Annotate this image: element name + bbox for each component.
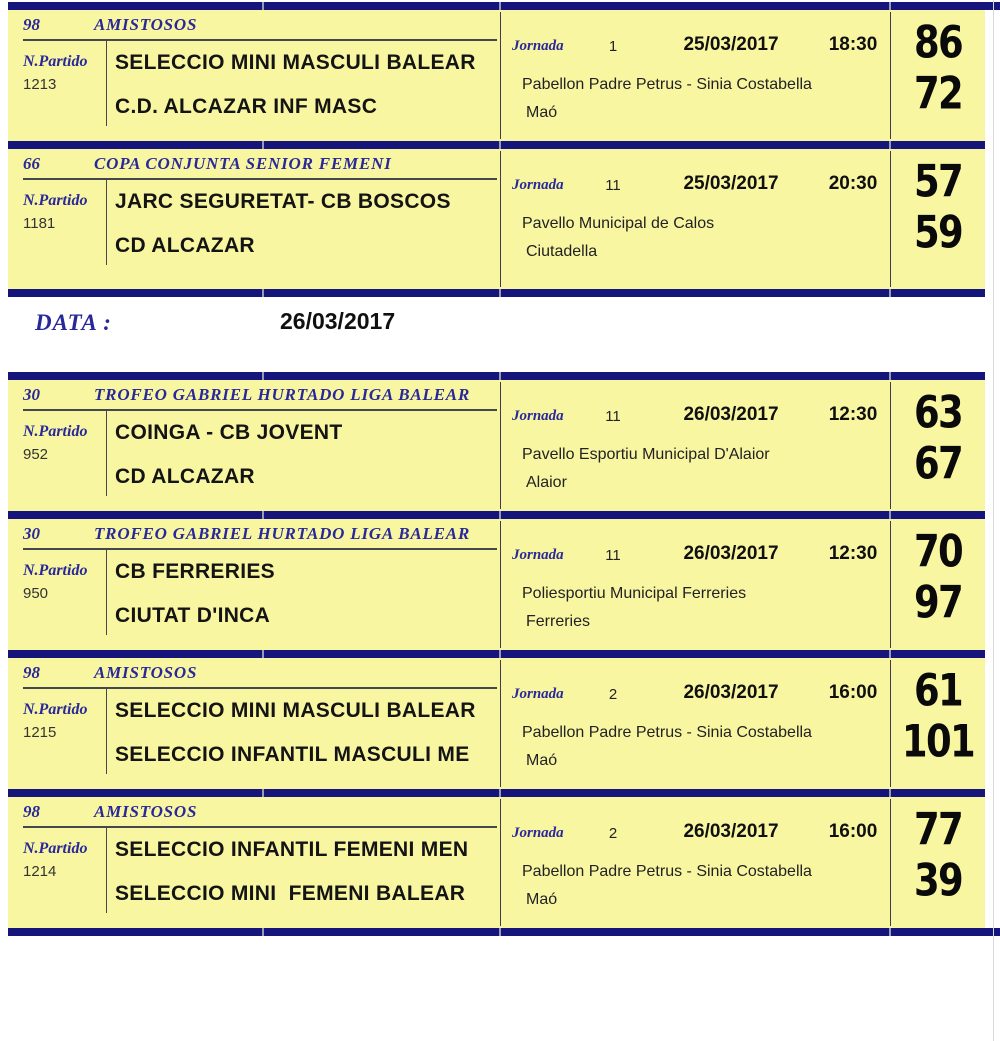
competition-number: 66 (23, 154, 40, 173)
venue-name: Poliesportiu Municipal Ferreries (522, 585, 747, 602)
competition-name: COPA CONJUNTA SENIOR FEMENI (94, 154, 392, 173)
competition-name: AMISTOSOS (94, 15, 198, 34)
jornada-number: 11 (605, 408, 621, 425)
separator-bar (8, 650, 985, 658)
away-score: 72 (913, 67, 963, 120)
match-number: 1215 (23, 724, 57, 741)
npartido-label: N.Partido (23, 701, 88, 718)
header-underline (23, 826, 497, 828)
jornada-label: Jornada (512, 38, 564, 54)
home-team: COINGA - CB JOVENT (115, 421, 343, 444)
header-underline (23, 178, 497, 180)
column-divider-line (500, 12, 501, 139)
header-underline (23, 687, 497, 689)
match-row (8, 149, 985, 289)
match-time: 16:00 (828, 821, 878, 842)
competition-number: 98 (23, 802, 40, 821)
column-divider-line (500, 799, 501, 926)
venue-name: Pavello Municipal de Calos (522, 215, 715, 232)
match-date: 25/03/2017 (683, 34, 779, 55)
score-block (891, 17, 985, 119)
header-underline (23, 409, 497, 411)
match-date: 26/03/2017 (683, 682, 779, 703)
match-time: 12:30 (828, 543, 878, 564)
teams-divider-line (106, 688, 107, 774)
match-number: 952 (23, 446, 49, 463)
separator-bar (8, 141, 985, 149)
header-underline (23, 548, 497, 550)
competition-name: TROFEO GABRIEL HURTADO LIGA BALEAR (94, 385, 471, 404)
away-score: 39 (913, 854, 963, 907)
score-block (891, 526, 985, 628)
match-time: 20:30 (828, 173, 878, 194)
match-row (8, 797, 985, 928)
jornada-label: Jornada (512, 547, 564, 563)
venue-name: Pabellon Padre Petrus - Sinia Costabella (522, 863, 812, 880)
home-score: 77 (913, 803, 963, 856)
home-score: 61 (913, 664, 963, 717)
venue-city: Ferreries (526, 613, 591, 630)
competition-number: 98 (23, 663, 40, 682)
away-team: CIUTAT D'INCA (115, 604, 271, 627)
venue-city: Maó (526, 752, 558, 769)
score-block (891, 387, 985, 489)
away-team: CD ALCAZAR (115, 234, 255, 257)
match-number: 1214 (23, 863, 57, 880)
score-block (891, 156, 985, 258)
teams-divider-line (106, 410, 107, 496)
jornada-label: Jornada (512, 686, 564, 702)
home-team: CB FERRERIES (115, 560, 275, 583)
jornada-number: 2 (608, 686, 618, 703)
teams-divider-line (106, 549, 107, 635)
match-number: 950 (23, 585, 49, 602)
matches-group-26-03 (0, 380, 1000, 928)
jornada-number: 11 (605, 547, 621, 564)
home-team: JARC SEGURETAT- CB BOSCOS (115, 190, 451, 213)
separator-bar (8, 372, 985, 380)
away-team: SELECCIO MINI FEMENI BALEAR (115, 882, 466, 905)
match-date: 25/03/2017 (683, 173, 779, 194)
match-time: 12:30 (828, 404, 878, 425)
away-team: CD ALCAZAR (115, 465, 255, 488)
match-number: 1213 (23, 76, 57, 93)
column-divider-line (500, 521, 501, 648)
venue-name: Pabellon Padre Petrus - Sinia Costabella (522, 76, 812, 93)
npartido-label: N.Partido (23, 840, 88, 857)
competition-name: AMISTOSOS (94, 663, 198, 682)
venue-name: Pabellon Padre Petrus - Sinia Costabella (522, 724, 812, 741)
home-team: SELECCIO MINI MASCULI BALEAR (115, 51, 476, 74)
match-date: 26/03/2017 (683, 821, 779, 842)
jornada-label: Jornada (512, 408, 564, 424)
separator-bar (8, 511, 985, 519)
column-divider-line (500, 660, 501, 787)
match-row (8, 380, 985, 511)
venue-city: Maó (526, 891, 558, 908)
home-score: 86 (913, 16, 963, 69)
match-date: 26/03/2017 (683, 404, 779, 425)
match-row (8, 10, 985, 141)
npartido-label: N.Partido (23, 192, 88, 209)
score-block (891, 804, 985, 906)
venue-city: Maó (526, 104, 558, 121)
match-row (8, 658, 985, 789)
header-underline (23, 39, 497, 41)
away-team: SELECCIO INFANTIL MASCULI ME (115, 743, 470, 766)
away-score: 101 (901, 715, 975, 768)
teams-divider-line (106, 827, 107, 913)
competition-number: 30 (23, 385, 40, 404)
match-number: 1181 (23, 215, 56, 232)
match-date: 26/03/2017 (683, 543, 779, 564)
teams-divider-line (106, 179, 107, 265)
match-time: 16:00 (828, 682, 878, 703)
competition-name: AMISTOSOS (94, 802, 198, 821)
jornada-number: 2 (608, 825, 618, 842)
home-score: 63 (913, 386, 963, 439)
jornada-number: 1 (608, 38, 618, 55)
separator-bar (8, 789, 985, 797)
separator-bar (8, 289, 985, 297)
npartido-label: N.Partido (23, 423, 88, 440)
column-divider-line (500, 382, 501, 509)
data-label: DATA : (35, 310, 112, 335)
venue-city: Alaior (526, 474, 567, 491)
away-score: 97 (913, 576, 963, 629)
data-value: 26/03/2017 (280, 308, 396, 334)
home-team: SELECCIO INFANTIL FEMENI MEN (115, 838, 469, 861)
jornada-label: Jornada (512, 177, 564, 193)
away-score: 59 (913, 206, 963, 259)
competition-number: 98 (23, 15, 40, 34)
teams-divider-line (106, 40, 107, 126)
page-edge-line (993, 0, 994, 1041)
home-score: 57 (913, 155, 963, 208)
venue-name: Pavello Esportiu Municipal D'Alaior (522, 446, 770, 463)
matches-group-25-03 (0, 10, 1000, 289)
npartido-label: N.Partido (23, 562, 88, 579)
away-score: 67 (913, 437, 963, 490)
competition-number: 30 (23, 524, 40, 543)
score-block (891, 665, 985, 767)
home-score: 70 (913, 525, 963, 578)
competition-name: TROFEO GABRIEL HURTADO LIGA BALEAR (94, 524, 471, 543)
separator-bar (8, 928, 1000, 936)
npartido-label: N.Partido (23, 53, 88, 70)
away-team: C.D. ALCAZAR INF MASC (115, 95, 378, 118)
column-divider-line (500, 151, 501, 287)
venue-city: Ciutadella (526, 243, 598, 260)
match-row (8, 519, 985, 650)
home-team: SELECCIO MINI MASCULI BALEAR (115, 699, 476, 722)
date-section (8, 297, 985, 372)
separator-bar (8, 2, 1000, 10)
jornada-label: Jornada (512, 825, 564, 841)
match-time: 18:30 (828, 34, 878, 55)
jornada-number: 11 (605, 177, 621, 194)
